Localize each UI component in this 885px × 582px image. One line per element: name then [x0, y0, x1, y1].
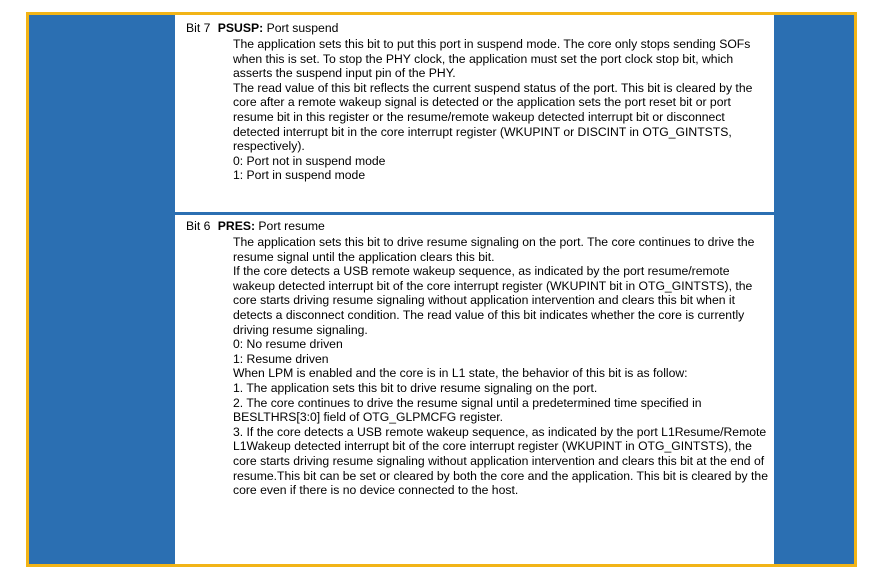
bit7-field-title: Port suspend	[266, 21, 339, 35]
bit6-label: Bit 6	[186, 219, 211, 233]
bit6-value-1: 1: Resume driven	[233, 351, 329, 366]
page-frame	[26, 12, 857, 567]
bit6-description	[233, 235, 771, 498]
bit6-list-item: 2. The core continues to drive the resume signal until a predetermined time specified in BESLTHRS[3:0] field of OTG_GLPMCFG register.	[233, 395, 702, 425]
register-doc-panel	[175, 15, 774, 564]
bit6-heading	[186, 219, 325, 234]
section-divider	[175, 212, 774, 215]
bit6-list-item: 1. The application sets this bit to drive resume signaling on the port.	[233, 380, 598, 395]
bit7-heading	[186, 21, 338, 36]
bit7-description	[233, 37, 771, 183]
bit6-field-title: Port resume	[258, 219, 325, 233]
bit7-field-name: PSUSP:	[217, 21, 264, 35]
bit7-paragraph: The application sets this bit to put this port in suspend mode. The core only stops sending SOFs when this is set. To stop the PHY clock, the application must set the port clock stop bit, which asserts the suspend input pin of the PHY.	[233, 37, 751, 81]
bit6-value-0: 0: No resume driven	[233, 337, 343, 352]
bit6-section	[175, 216, 774, 564]
bit6-list-item: 3. If the core detects a USB remote wakeup sequence, as indicated by the port L1Resume/Remote L1Wakeup detected interrupt bit of the core interrupt register (WKUPINT in OTG_GINTSTS), the core starts driving resume signaling without application intervention and clears this bit at the end of resume.This bit can be set or cleared by both the core and the application. This bit is cleared by the core even if there is no device connected to the host.	[233, 424, 768, 498]
bit7-value-0: 0: Port not in suspend mode	[233, 153, 386, 168]
bit6-paragraph: The application sets this bit to drive resume signaling on the port. The core continues to drive the resume signal until the application clears this bit.	[233, 235, 755, 264]
bit7-label: Bit 7	[186, 21, 211, 35]
bit6-paragraph: When LPM is enabled and the core is in L1 state, the behavior of this bit is as follow:	[233, 366, 688, 381]
bit7-paragraph: The read value of this bit reflects the current suspend status of the port. This bit is cleared by the core after a remote wakeup signal is detected or the application sets the port reset bit or port resume bit in this register or the resume/remote wakeup detected interrupt bit or disconnect detected interrupt bit in the core interrupt register (WKUPINT or DISCINT in OTG_GINTSTS, respectively).	[233, 80, 753, 154]
bit7-section	[175, 18, 774, 215]
bit7-value-1: 1: Port in suspend mode	[233, 168, 366, 183]
bit6-field-name: PRES:	[217, 219, 256, 233]
bit6-paragraph: If the core detects a USB remote wakeup sequence, as indicated by the port resume/remote wakeup detected interrupt bit of the core interrupt register (WKUPINT bit in OTG_GINTSTS), the core starts driving resume signaling without application intervention and clears this bit when it detects a disconnect condition. The read value of this bit indicates whether the core is currently driving resume signaling.	[233, 264, 753, 337]
